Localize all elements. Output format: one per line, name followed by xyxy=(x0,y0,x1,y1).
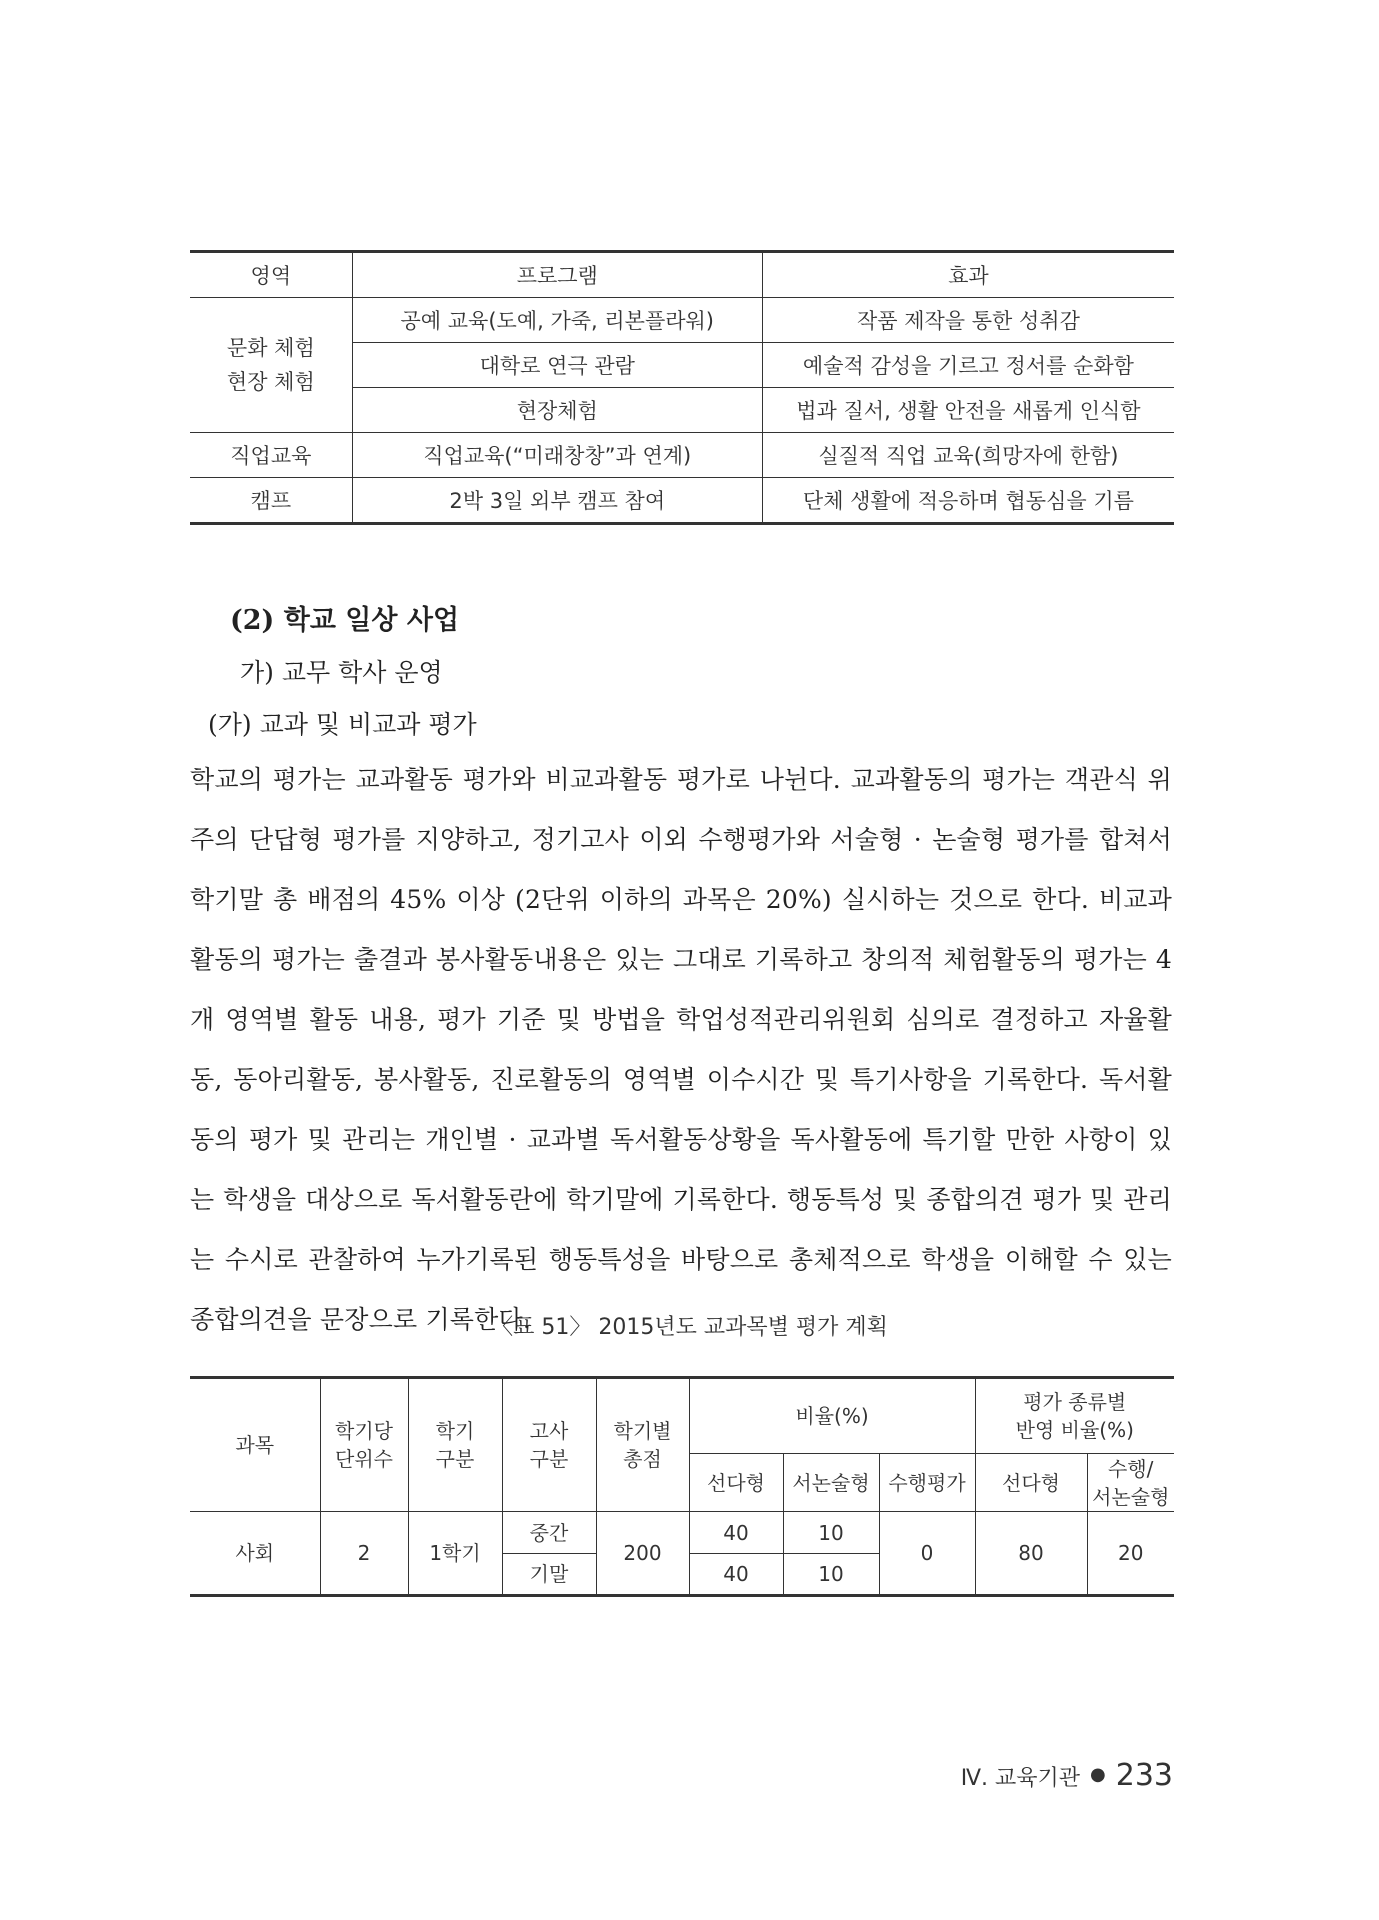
header-performance: 수행평가 xyxy=(879,1454,975,1512)
program-table xyxy=(190,250,1174,525)
header-essay: 서논술형 xyxy=(783,1454,879,1512)
header-exam-line-1: 고사 xyxy=(529,1419,569,1443)
header-semester-line-2: 구분 xyxy=(435,1447,475,1471)
subsection-heading: 가) 교무 학사 운영 xyxy=(240,658,443,687)
header-subject: 과목 xyxy=(190,1378,320,1512)
cell-semester: 1학기 xyxy=(408,1512,502,1596)
cell-exam-midterm: 중간 xyxy=(502,1512,596,1554)
header-effect: 효과 xyxy=(762,252,1174,298)
effect-cell: 법과 질서, 생활 안전을 새롭게 인식함 xyxy=(762,388,1174,433)
header-semester-line-1: 학기 xyxy=(435,1419,475,1443)
effect-cell: 실질적 직업 교육(희망자에 한함) xyxy=(762,433,1174,478)
header-exam-line-2: 구분 xyxy=(529,1447,569,1471)
page-number: 233 xyxy=(1115,1758,1173,1793)
header-performance-essay xyxy=(1087,1454,1174,1512)
effect-cell: 작품 제작을 통한 성취감 xyxy=(762,298,1174,343)
area-line-2: 현장 체험 xyxy=(226,370,315,394)
effect-cell: 예술적 감성을 기르고 정서를 순화함 xyxy=(762,343,1174,388)
header-reflect-line-1: 평가 종류별 xyxy=(1023,1390,1127,1414)
program-cell: 공예 교육(도예, 가죽, 리본플라워) xyxy=(352,298,762,343)
table-row xyxy=(190,298,1174,343)
program-cell: 대학로 연극 관람 xyxy=(352,343,762,388)
header-area: 영역 xyxy=(190,252,352,298)
area-line-1: 문화 체험 xyxy=(226,336,315,360)
table-row xyxy=(190,1512,1174,1554)
cell-total: 200 xyxy=(596,1512,689,1596)
effect-cell: 단체 생활에 적응하며 협동심을 기름 xyxy=(802,489,1134,513)
cell-mc-final: 40 xyxy=(689,1554,783,1596)
header-reflect xyxy=(975,1378,1174,1454)
page-footer xyxy=(961,1758,1173,1793)
footer-section: Ⅳ. 교육기관 xyxy=(960,1766,1081,1791)
program-cell: 현장체험 xyxy=(352,388,762,433)
table-header-row xyxy=(190,1378,1174,1454)
table-header-row xyxy=(190,252,1174,298)
cell-exam-final: 기말 xyxy=(502,1554,596,1596)
header-units xyxy=(320,1378,408,1512)
header-total-line-1: 학기별 xyxy=(613,1419,672,1443)
area-cell: 직업교육 xyxy=(190,433,352,478)
header-performance-essay-line-2: 서논술형 xyxy=(1092,1484,1170,1509)
header-ratio: 비율(%) xyxy=(689,1378,975,1454)
header-total-line-2: 총점 xyxy=(623,1447,662,1471)
program-cell: 2박 3일 외부 캠프 참여 xyxy=(352,478,762,524)
program-cell: 직업교육(“미래창창”과 연계) xyxy=(352,433,762,478)
cell-subject: 사회 xyxy=(190,1512,320,1596)
cell-performance: 0 xyxy=(879,1512,975,1596)
body-paragraph: 학교의 평가는 교과활동 평가와 비교과활동 평가로 나뉜다. 교과활동의 평가는 객관식 위주의 단답형 평가를 지양하고, 정기고사 이외 수행평가와 서술형 · 논술형 평가를 합쳐서 학기말 총 배점의 45% 이상 (2단위 이하의 과목은 20%) 실시하는 것으로 한다. 비교과활동의 평가는 출결과 봉사활동내용은 있는 그대로 기록하고 창의적 체험활동의 평가는 4개 영역별 활동 내용, 평가 기준 및 방법을 학업성적관리위원회 심의로 결정하고 자율활동, 동아리활동, 봉사활동, 진로활동의 영역별 이수시간 및 특기사항을 기록한다. 독서활동의 평가 및 관리는 개인별 · 교과별 독서활동상황을 독사활동에 특기할 만한 사항이 있는 학생을 대상으로 독서활동란에 학기말에 기록한다. 행동특성 및 종합의견 평가 및 관리는 수시로 관찰하여 누가기록된 행동특성을 바탕으로 총체적으로 학생을 이해할 수 있는 종합의견을 문장으로 기록한다. xyxy=(190,765,1172,1334)
header-program: 프로그램 xyxy=(352,252,762,298)
area-cell-culture xyxy=(190,298,352,433)
header-exam xyxy=(502,1378,596,1512)
section-heading: (2) 학교 일상 사업 xyxy=(230,605,460,636)
table-caption: 〈표 51〉 2015년도 교과목별 평가 계획 xyxy=(491,1315,888,1340)
cell-units: 2 xyxy=(320,1512,408,1596)
cell-reflect-performance: 20 xyxy=(1087,1512,1174,1596)
header-units-line-1: 학기당 xyxy=(335,1419,393,1443)
cell-essay-final: 10 xyxy=(783,1554,879,1596)
cell-reflect-mc: 80 xyxy=(975,1512,1087,1596)
header-units-line-2: 단위수 xyxy=(335,1447,393,1471)
evaluation-plan-table xyxy=(190,1376,1174,1597)
header-semester xyxy=(408,1378,502,1512)
cell-essay-midterm: 10 xyxy=(783,1512,879,1554)
header-multiple-choice: 선다형 xyxy=(689,1454,783,1512)
header-reflect-line-2: 반영 비율(%) xyxy=(1015,1418,1134,1442)
header-multiple-choice-2: 선다형 xyxy=(975,1454,1087,1512)
bullet-icon: ● xyxy=(1090,1764,1106,1785)
subsubsection-heading: (가) 교과 및 비교과 평가 xyxy=(208,710,477,739)
area-cell: 캠프 xyxy=(250,489,292,513)
header-total xyxy=(596,1378,689,1512)
table-row xyxy=(190,433,1174,478)
cell-mc-midterm: 40 xyxy=(689,1512,783,1554)
table-row xyxy=(190,478,1174,524)
header-performance-essay-line-1: 수행/ xyxy=(1108,1456,1154,1481)
